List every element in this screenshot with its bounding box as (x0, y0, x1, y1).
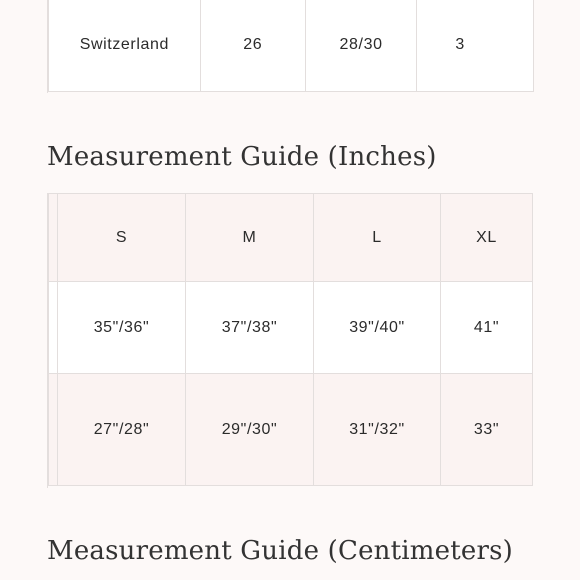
table-cell: 28/30 (305, 0, 417, 92)
table-cell: 26 (200, 0, 305, 92)
table-cell: 27"/28" (58, 374, 186, 486)
column-header-xl: XL (441, 194, 533, 282)
table-row (49, 282, 533, 374)
table-cell: 31"/32" (314, 374, 441, 486)
table-cell: 37"/38" (186, 282, 314, 374)
table-cell: 35"/36" (58, 282, 186, 374)
table-cell: 39"/40" (314, 282, 441, 374)
inches-measurement-table (47, 193, 534, 488)
table-header-row (49, 194, 533, 282)
table-cell: 29"/30" (186, 374, 314, 486)
size-conversion-table (47, 0, 534, 93)
table-cell (49, 282, 58, 374)
column-header-l: L (314, 194, 441, 282)
table-row (49, 374, 533, 486)
centimeters-guide-title: Measurement Guide (Centimeters) (47, 536, 513, 566)
column-header-m: M (186, 194, 314, 282)
table-cell (49, 374, 58, 486)
table-row (49, 0, 534, 92)
table-cell (49, 194, 58, 282)
table-cell: 3 (417, 0, 534, 92)
table-cell: 41" (441, 282, 533, 374)
table-cell: 33" (441, 374, 533, 486)
column-header-s: S (58, 194, 186, 282)
inches-guide-title: Measurement Guide (Inches) (47, 142, 437, 172)
table-cell: Switzerland (49, 0, 201, 92)
